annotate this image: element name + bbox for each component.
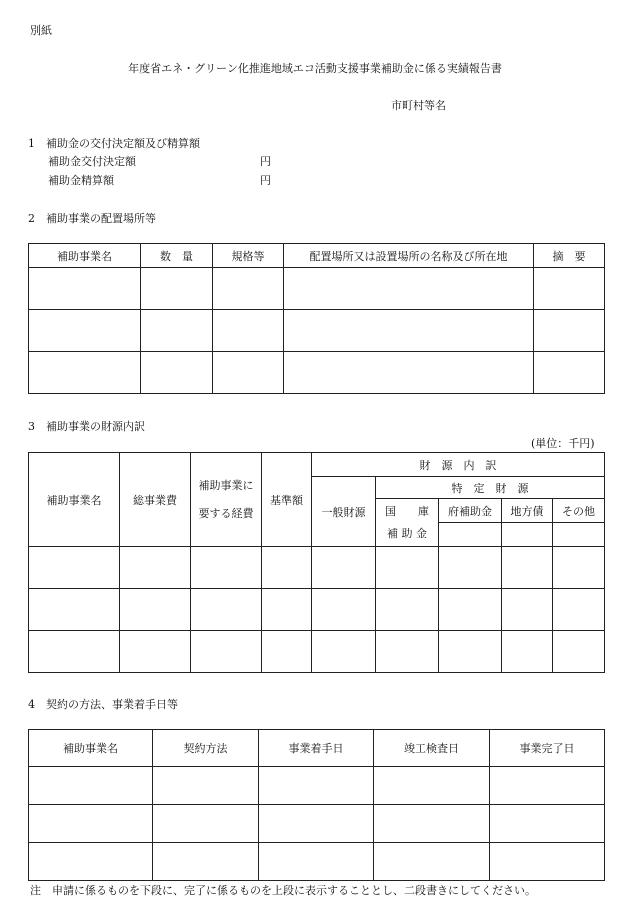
page-title: 年度省エネ・グリーン化推進地域エコ活動支援事業補助金に係る実績報告書 <box>128 62 502 75</box>
input-cell[interactable] <box>213 268 284 310</box>
contract-header-name: 補助事業名 <box>29 730 153 767</box>
input-cell[interactable] <box>553 547 605 589</box>
funding-header-general: 一般財源 <box>312 477 376 547</box>
input-cell[interactable] <box>120 631 191 673</box>
funding-header-cost-line2: 要する経費 <box>198 506 254 520</box>
input-cell[interactable] <box>29 843 153 881</box>
section3-heading: 3 補助事業の財源内訳 <box>28 420 145 433</box>
input-cell[interactable] <box>553 589 605 631</box>
input-cell[interactable] <box>502 589 553 631</box>
input-cell[interactable] <box>213 352 284 394</box>
contract-header-start: 事業着手日 <box>259 730 374 767</box>
input-cell[interactable] <box>29 547 120 589</box>
input-cell[interactable] <box>534 352 605 394</box>
contract-header-completion: 事業完了日 <box>490 730 605 767</box>
section1-heading: 1 補助金の交付決定額及び精算額 <box>28 137 200 150</box>
input-cell[interactable] <box>29 268 141 310</box>
contract-header-method: 契約方法 <box>153 730 259 767</box>
table-row <box>29 547 605 589</box>
input-cell[interactable] <box>29 631 120 673</box>
unit-label: (単位：千円) <box>531 437 595 450</box>
funding-header-total: 総事業費 <box>120 453 191 547</box>
input-cell[interactable] <box>312 631 376 673</box>
footnote: 注 申請に係るものを下段に、完了に係るものを上段に表示することとし、二段書きにしてください。 <box>30 884 536 897</box>
funding-header-national <box>376 499 439 547</box>
table-row <box>29 805 605 843</box>
input-cell[interactable] <box>141 310 213 352</box>
input-cell[interactable] <box>374 843 490 881</box>
input-cell[interactable] <box>259 805 374 843</box>
input-cell[interactable] <box>153 843 259 881</box>
table-row <box>29 268 605 310</box>
table-row <box>29 589 605 631</box>
input-cell[interactable] <box>191 589 262 631</box>
input-cell[interactable] <box>29 352 141 394</box>
input-cell[interactable] <box>490 767 605 805</box>
input-cell[interactable] <box>553 631 605 673</box>
input-cell[interactable] <box>534 268 605 310</box>
placement-table <box>28 243 605 394</box>
funding-header-breakdown: 財 源 内 訳 <box>312 453 605 477</box>
input-cell[interactable] <box>153 767 259 805</box>
contract-header-inspection: 竣工検査日 <box>374 730 490 767</box>
input-cell[interactable] <box>502 547 553 589</box>
input-cell[interactable] <box>262 547 312 589</box>
placement-header-name: 補助事業名 <box>29 244 141 268</box>
input-cell[interactable] <box>262 631 312 673</box>
grant-decision-yen: 円 <box>260 155 271 168</box>
section4-heading: 4 契約の方法、事業着手日等 <box>28 698 178 711</box>
contract-table <box>28 729 605 881</box>
funding-header-name: 補助事業名 <box>29 453 120 547</box>
input-cell[interactable] <box>284 268 534 310</box>
funding-header-national-line2: 補 助 金 <box>387 526 427 540</box>
input-cell[interactable] <box>312 547 376 589</box>
input-cell[interactable] <box>259 843 374 881</box>
placement-header-quantity: 数 量 <box>141 244 213 268</box>
input-cell[interactable] <box>141 352 213 394</box>
input-cell[interactable] <box>374 805 490 843</box>
input-cell[interactable] <box>534 310 605 352</box>
table-row <box>29 631 605 673</box>
funding-header-pref-spacer <box>439 523 502 547</box>
input-cell[interactable] <box>490 805 605 843</box>
funding-header-local-bond: 地方債 <box>502 499 553 523</box>
section2-heading: 2 補助事業の配置場所等 <box>28 212 156 225</box>
input-cell[interactable] <box>376 589 439 631</box>
funding-header-cost <box>191 453 262 547</box>
input-cell[interactable] <box>29 310 141 352</box>
placement-header-spec: 規格等 <box>213 244 284 268</box>
funding-header-cost-line1: 補助事業に <box>198 478 254 492</box>
input-cell[interactable] <box>376 631 439 673</box>
grant-settlement-yen: 円 <box>260 174 271 187</box>
input-cell[interactable] <box>439 589 502 631</box>
input-cell[interactable] <box>29 767 153 805</box>
table-row <box>29 767 605 805</box>
input-cell[interactable] <box>284 352 534 394</box>
funding-header-standard: 基準額 <box>262 453 312 547</box>
input-cell[interactable] <box>29 805 153 843</box>
funding-table <box>28 452 605 673</box>
funding-header-other-spacer <box>553 523 605 547</box>
table-row <box>29 843 605 881</box>
funding-header-specific: 特 定 財 源 <box>376 477 605 499</box>
input-cell[interactable] <box>120 547 191 589</box>
municipality-label: 市町村等名 <box>391 99 446 112</box>
input-cell[interactable] <box>284 310 534 352</box>
input-cell[interactable] <box>213 310 284 352</box>
input-cell[interactable] <box>439 547 502 589</box>
input-cell[interactable] <box>374 767 490 805</box>
input-cell[interactable] <box>191 631 262 673</box>
input-cell[interactable] <box>490 843 605 881</box>
input-cell[interactable] <box>141 268 213 310</box>
table-row <box>29 310 605 352</box>
input-cell[interactable] <box>376 547 439 589</box>
grant-settlement-label: 補助金精算額 <box>48 174 114 187</box>
placement-header-location: 配置場所又は設置場所の名称及び所在地 <box>284 244 534 268</box>
input-cell[interactable] <box>153 805 259 843</box>
funding-header-local-spacer <box>502 523 553 547</box>
input-cell[interactable] <box>439 631 502 673</box>
funding-header-other: その他 <box>553 499 605 523</box>
input-cell[interactable] <box>29 589 120 631</box>
input-cell[interactable] <box>502 631 553 673</box>
funding-header-national-line1: 国 庫 <box>385 504 429 518</box>
input-cell[interactable] <box>262 589 312 631</box>
input-cell[interactable] <box>259 767 374 805</box>
funding-header-pref: 府補助金 <box>439 499 502 523</box>
attachment-label: 別紙 <box>30 24 52 37</box>
table-row <box>29 352 605 394</box>
placement-header-remarks: 摘 要 <box>534 244 605 268</box>
grant-decision-label: 補助金交付決定額 <box>48 155 136 168</box>
input-cell[interactable] <box>191 547 262 589</box>
input-cell[interactable] <box>312 589 376 631</box>
input-cell[interactable] <box>120 589 191 631</box>
